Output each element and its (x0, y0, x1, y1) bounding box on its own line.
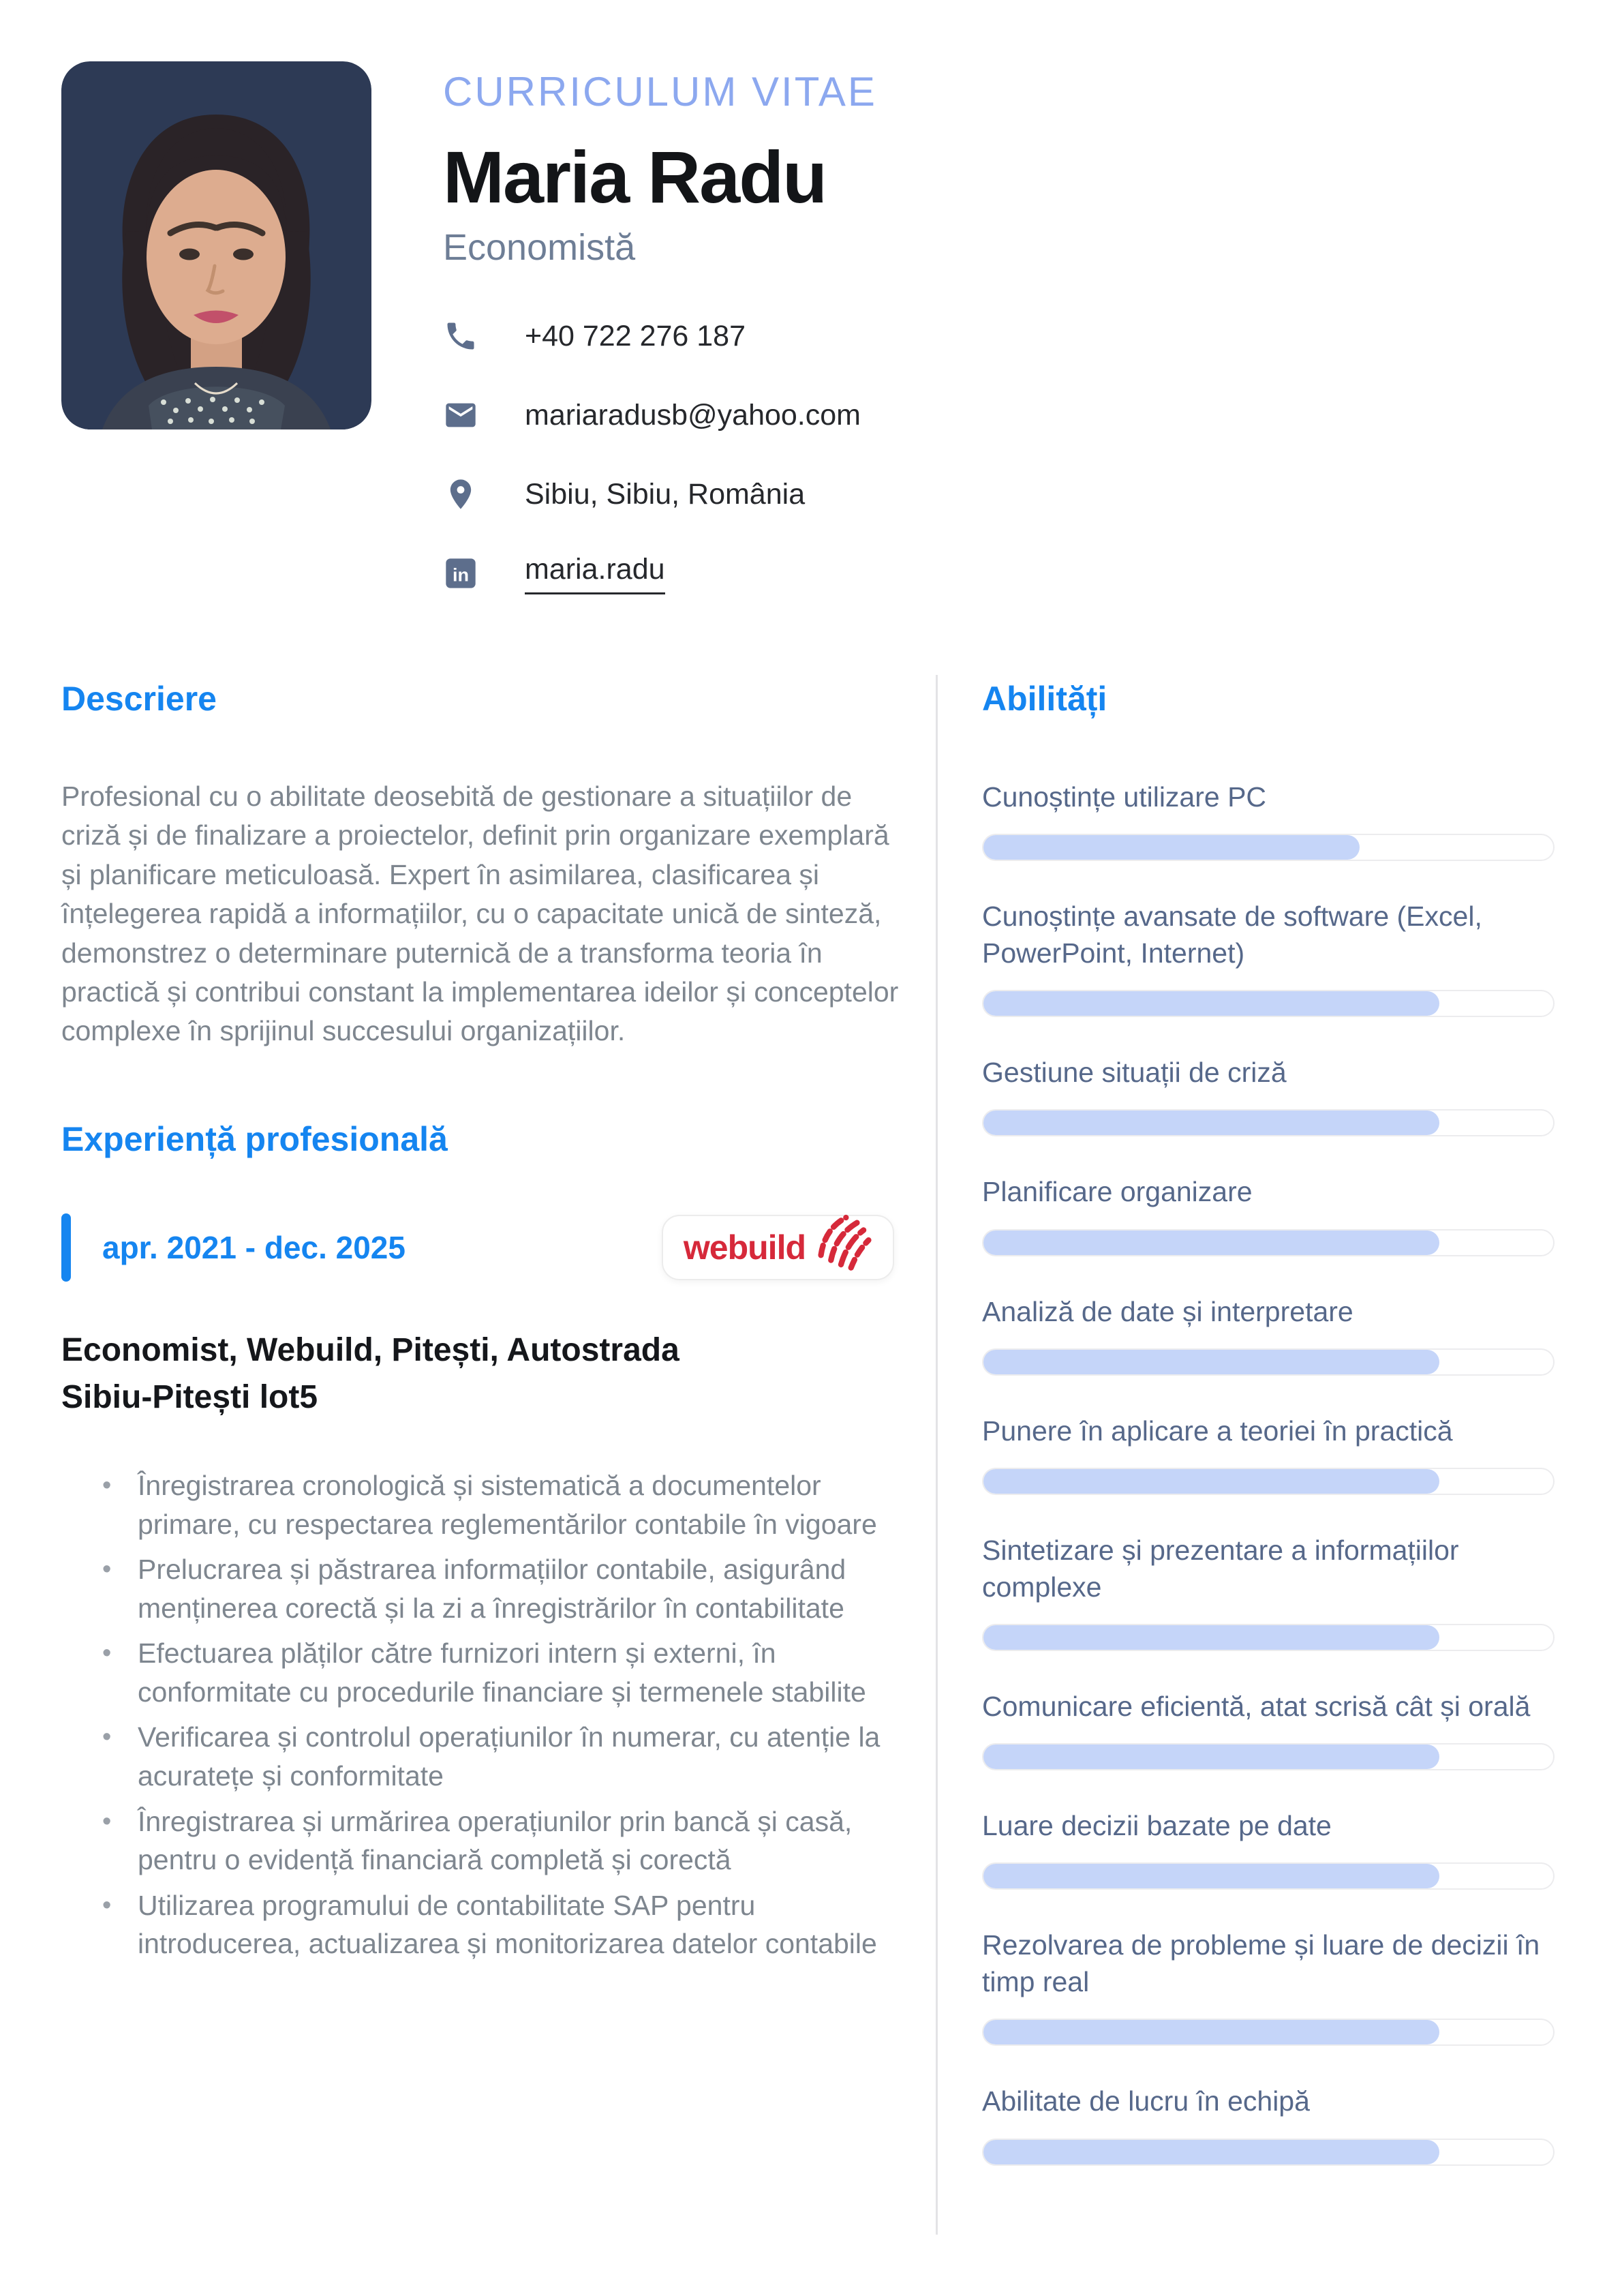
skill-label: Analiză de date și interpretare (982, 1295, 1353, 1327)
responsibility-item: • Înregistrarea și urmărirea operațiunilor prin bancă și casă, pentru o evidență financiară completă și corectă (102, 1802, 906, 1879)
skill-item (982, 2083, 1555, 2165)
phone-value: +40 722 276 187 (525, 319, 746, 352)
skill-bar (982, 2019, 1555, 2046)
skill-bar (982, 990, 1555, 1017)
skill-label: Planificare organizare (982, 1176, 1253, 1208)
skill-bar-fill (983, 1744, 1439, 1769)
responsibility-item: • Înregistrarea cronologică și sistematică a documentelor primare, cu respectarea reglementărilor contabile în vigoare (102, 1466, 906, 1543)
skill-label: Punere în aplicare a teoriei în practică (982, 1415, 1453, 1447)
responsibilities-list (61, 1466, 906, 1963)
company-logo-badge (662, 1215, 894, 1280)
skill-item (982, 1054, 1555, 1136)
description-heading: Descriere (61, 680, 217, 718)
email-row (443, 395, 877, 435)
linkedin-link[interactable]: maria.radu (525, 553, 665, 594)
skill-label: Luare decizii bazate pe date (982, 1810, 1332, 1842)
linkedin-row (443, 554, 877, 593)
experience-job-title: Economist, Webuild, Pitești, Autostrada Sibiu-Pitești lot5 (61, 1331, 679, 1416)
email-icon (443, 397, 478, 433)
phone-row (443, 316, 877, 356)
skill-bar (982, 1743, 1555, 1770)
skill-bar-fill (983, 1111, 1439, 1135)
skill-bar (982, 1348, 1555, 1376)
company-logo-text: webuild (683, 1228, 806, 1267)
left-column (61, 675, 906, 2235)
skill-label: Cunoștințe avansate de software (Excel, PowerPoint, Internet) (982, 901, 1482, 969)
skill-bar-fill (983, 1864, 1439, 1888)
skills-list (982, 779, 1555, 2166)
skill-item (982, 898, 1555, 1017)
skill-bar-fill (983, 2020, 1439, 2044)
skill-item (982, 1293, 1555, 1376)
responsibility-item: • Efectuarea plăților către furnizori intern și externi, în conformitate cu procedurile financiare și termenele stabilite (102, 1634, 906, 1711)
experience-entry-header (61, 1213, 906, 1282)
skill-label: Cunoștințe utilizare PC (982, 781, 1267, 813)
person-job-title: Economistă (443, 227, 636, 269)
profile-photo (61, 61, 371, 429)
skill-bar-fill (983, 1625, 1439, 1650)
skill-item (982, 1532, 1555, 1651)
skill-label: Comunicare eficientă, atat scrisă cât și orală (982, 1690, 1531, 1722)
skill-item (982, 779, 1555, 861)
map-pin-icon (443, 477, 478, 512)
contact-list (443, 316, 877, 593)
linkedin-icon (443, 556, 478, 591)
skill-label: Sintetizare și prezentare a informațiilor complexe (982, 1534, 1459, 1603)
skill-bar (982, 2139, 1555, 2166)
skill-bar (982, 1229, 1555, 1256)
skill-label: Abilitate de lucru în echipă (982, 2085, 1310, 2117)
skill-item (982, 1807, 1555, 1890)
skill-bar (982, 1862, 1555, 1890)
skill-bar-fill (983, 835, 1360, 860)
skill-bar-fill (983, 1350, 1439, 1374)
column-divider (936, 675, 938, 2235)
description-text: Profesional cu o abilitate deosebită de gestionare a situațiilor de criză și de finalizare a proiectelor, definit prin organizare exemplară și planificare meticuloasă. Expert în asimilarea, clasificarea și înțelegerea rapidă a informațiilor, cu o capacitate unică de sinteză, demonstrez o determinare puternică de a transforma teoria în practică și contribui constant la implementarea ideilor și conceptelor complexe în sprijinul succesului organizațiilor. (61, 781, 899, 1047)
skill-item (982, 1173, 1555, 1256)
skill-bar-fill (983, 991, 1439, 1016)
period-accent-bar (61, 1213, 71, 1282)
skill-bar-fill (983, 1469, 1439, 1494)
location-value: Sibiu, Sibiu, România (525, 477, 806, 511)
portrait-illustration (61, 61, 371, 429)
location-row (443, 474, 877, 514)
responsibility-item: • Prelucrarea și păstrarea informațiilor contabile, asigurând menținerea corectă și la zi a înregistrărilor în contabilitate (102, 1550, 906, 1627)
header-text (443, 61, 877, 633)
person-name: Maria Radu (443, 136, 827, 218)
phone-icon (443, 318, 478, 354)
skill-bar-fill (983, 1230, 1439, 1255)
skill-item (982, 1413, 1555, 1495)
header (0, 0, 1622, 675)
skill-bar (982, 1468, 1555, 1495)
experience-heading: Experiență profesională (61, 1119, 448, 1158)
skill-item (982, 1688, 1555, 1770)
skill-bar (982, 1624, 1555, 1651)
responsibility-item: • Utilizarea programului de contabilitate SAP pentru introducerea, actualizarea și monitorizarea datelor contabile (102, 1886, 906, 1963)
webuild-curved-stripes-icon (810, 1210, 872, 1273)
svg-text:in: in (452, 564, 470, 586)
cv-label: CURRICULUM VITAE (443, 69, 877, 115)
skill-bar (982, 1109, 1555, 1136)
skill-label: Rezolvarea de probleme și luare de decizii în timp real (982, 1929, 1540, 1998)
skills-heading: Abilități (982, 680, 1107, 718)
skill-bar (982, 834, 1555, 861)
content-columns (0, 675, 1622, 2235)
skill-bar-fill (983, 2140, 1439, 2164)
right-column (982, 675, 1555, 2235)
skill-item (982, 1927, 1555, 2046)
email-value: mariaradusb@yahoo.com (525, 398, 861, 432)
responsibility-item: • Verificarea și controlul operațiunilor în numerar, cu atenție la acuratețe și conformitate (102, 1718, 906, 1795)
skill-label: Gestiune situații de criză (982, 1057, 1287, 1089)
experience-period: apr. 2021 - dec. 2025 (102, 1229, 406, 1265)
